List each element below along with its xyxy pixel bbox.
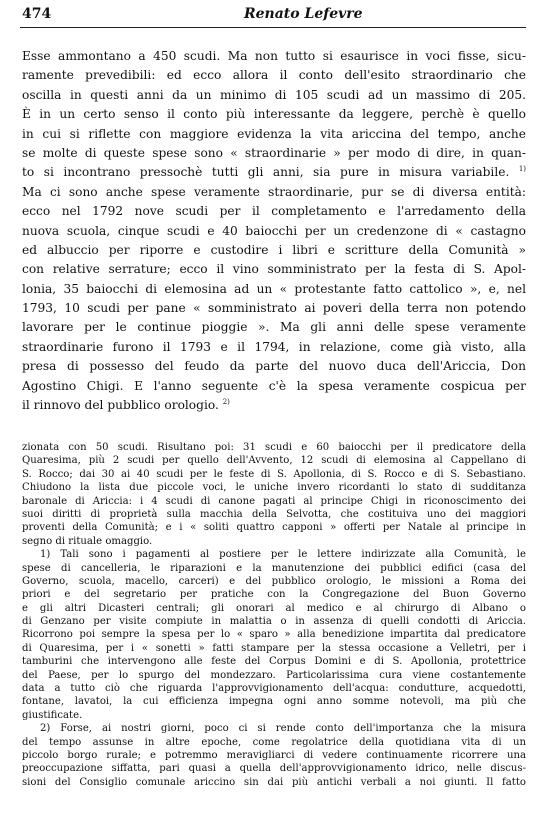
body-line: ecco nel 1792 nove scudi per il completamento e l'arredamento della <box>22 204 526 219</box>
footnote-line: priori e del segretario per pratiche con la Congregazione del Buon Governo <box>22 589 526 601</box>
page-number: 474 <box>22 6 52 22</box>
footnote-line: giustificate. <box>22 709 83 721</box>
footnote-2-line: 2) Forse, ai nostri giorni, poco ci si rende conto dell'importanza che la misura <box>40 723 526 735</box>
body-line-text: il rinnovo del pubblico orologio. <box>22 398 219 413</box>
body-line: oscilla in questi anni da un minimo di 105 scudi ad un massimo di 205. <box>22 87 526 102</box>
body-line: con relative serrature; ecco il vino somministrato per la festa di S. Apol- <box>22 262 526 277</box>
footnote-line: sioni del Consiglio comunale ariccino sin dai più antichi verbali a noi giunti. Il fatto <box>22 776 526 788</box>
footnotes <box>22 441 526 789</box>
footnote-line: Ricorrono poi sempre la spesa per lo « sparo » alla benedizione impartita dal predicatore <box>22 629 526 641</box>
footnote-line: del tempo assunse in altre epoche, come regolatrice della quotidiana vita di un <box>22 736 526 748</box>
body-line: Esse ammontano a 450 scudi. Ma non tutto si esaurisce in voci fisse, sicu- <box>22 49 526 63</box>
body-line: straordinarie furono il 1793 e il 1794, in relazione, come già visto, alla <box>22 339 526 354</box>
main-text <box>22 47 526 415</box>
body-line: Ma ci sono anche spese veramente straordinarie, pur se di diversa entità: <box>22 184 526 199</box>
body-line: lavorare per le continue pioggie ». Ma gli anni delle spese veramente <box>22 320 526 335</box>
body-line: nuova scuola, cinque scudi e 40 baiocchi per un credenzone di « castagno <box>22 223 526 238</box>
footnote-line: fontane, lavatoi, la cui efficienza impegna ogni anno somme notevoli, ma più che <box>22 696 526 708</box>
body-line: 1793, 10 scudi per pane « somministrato ai poveri della terra non potendo <box>22 301 526 316</box>
footnote-line: preoccupazione siffatta, pari quasi a quella dell'approvvigionamento idrico, nelle discus- <box>22 763 526 775</box>
body-line: Agostino Chigi. E l'anno seguente c'è la spesa veramente cospicua per <box>22 378 526 393</box>
footnote-line: suoi diritti di proprietà sulla macchia della Selvotta, che costituiva uno dei maggiori <box>22 508 526 520</box>
footnote-1-line: 1) Tali sono i pagamenti al postiere per le lettere indirizzate alla Comunità, le <box>40 549 526 561</box>
header-rule <box>20 27 526 28</box>
body-line-with-note-ref <box>22 163 526 182</box>
footnote-line: Governo, scuola, macello, carceri) e del pubblico orologio, le missioni a Roma dei <box>22 575 526 587</box>
body-line-with-note-ref <box>22 396 526 415</box>
footnote-line: piccolo borgo rurale; e potremmo meravigliarci di vedere continuamente ricorrere una <box>22 749 526 761</box>
footnote-line: tamburini che intervengono alle feste del Corpus Domini e di S. Apollonia, protettrice <box>22 656 526 668</box>
body-line: se molte di queste spese sono « straordinarie » per modo di dire, in quan- <box>22 145 526 160</box>
running-head: Renato Lefevre <box>244 6 363 22</box>
body-line-text: to si incontrano pressochè tutti gli anni, sia pure in misura variabile. <box>22 165 510 180</box>
footnote-line: Chiudono la lista due piccole voci, le uniche invero ricordanti lo stato di sudditanza <box>22 482 526 494</box>
footnote-line: data a tutto ciò che riguarda l'approvvigionamento dell'acqua: condutture, acquedotti, <box>22 683 526 695</box>
footnote-ref-2: 2) <box>222 397 230 406</box>
footnote-line: segno di rituale omaggio. <box>22 535 153 547</box>
footnote-line: zionata con 50 scudi. Risultano poi: 31 scudi e 60 baiocchi per il predicatore della <box>22 442 526 453</box>
body-line: in cui si riflette con maggiore evidenza la vita ariccina del tempo, anche <box>22 126 526 141</box>
page-header <box>22 4 526 26</box>
footnote-line: di Quaresima, per i « sonetti » fatti stampare per la stessa occasione a Velletri, per i <box>22 642 526 654</box>
footnote-line: del Paese, per lo spurgo del mondezzaro. Particolarissima cura viene costantemente <box>22 669 526 681</box>
body-line: ed albuccio per riporre e custodire i libri e scritture della Comunità » <box>22 242 526 257</box>
body-line: presa di possesso del feudo da parte del nuovo duca dell'Ariccia, Don <box>22 359 526 374</box>
body-line: lonia, 35 baiocchi di elemosina ad un « protestante fatto cattolico », e, nel <box>22 281 526 296</box>
footnote-line: e gli altri Dicasteri centrali; gli onorari al medico e al chirurgo di Albano o <box>22 602 526 614</box>
body-line: È in un certo senso il conto più interessante da leggere, perchè è quello <box>22 107 526 122</box>
footnote-line: Quaresima, più 2 scudi per quello dell'Avvento, 12 scudi di elemosina al Cappellano di <box>22 455 526 467</box>
footnote-line: S. Rocco; dai 30 ai 40 scudi per le feste di S. Apollonia, di S. Rocco e di S. Sebastiano. <box>22 468 526 480</box>
footnote-ref-1: 1) <box>518 165 526 174</box>
footnote-line: baronale di Ariccia: i 4 scudi di canone pagati al principe Chigi in riconoscimento dei <box>22 495 526 507</box>
footnote-line: spese di cancelleria, le riparazioni e la manutenzione dei pubblici edifici (casa del <box>22 562 526 574</box>
footnote-line: proventi della Comunità; e i « soliti quattro capponi » offerti per Natale al principe in <box>22 522 526 534</box>
body-line: ramente prevedibili: ed ecco allora il conto dell'esito straordinario che <box>22 68 526 83</box>
footnote-line: di Genzano per visite compiute in malattia o in assenza di quelli condotti di Ariccia. <box>22 616 526 628</box>
